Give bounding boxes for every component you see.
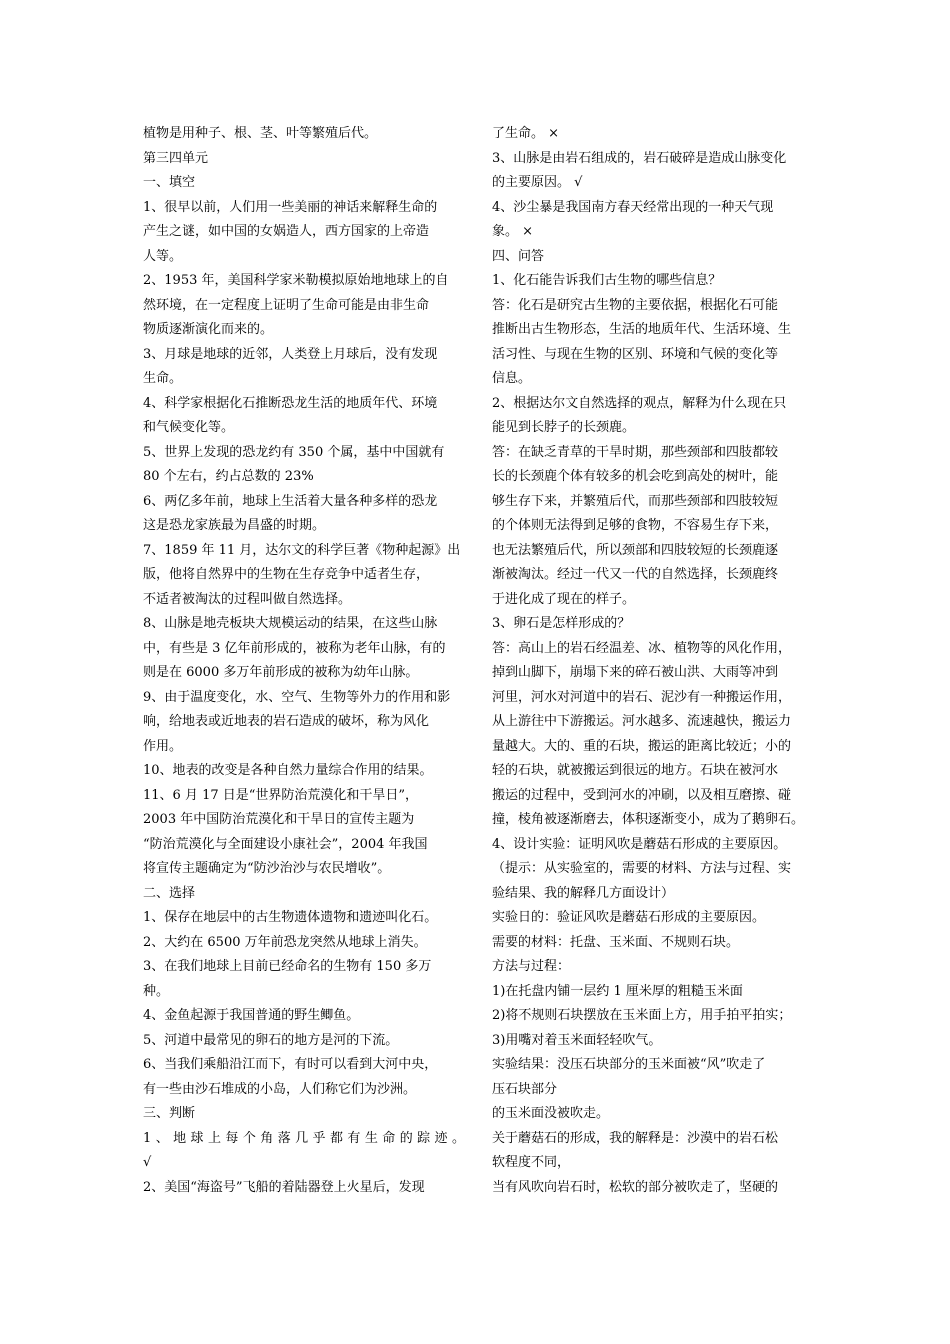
- left-text-column: [143, 122, 465, 1200]
- text-line: 中，有些是 3 亿年前形成的，被称为老年山脉，有的: [143, 640, 446, 656]
- text-line: 推断出古生物形态，生活的地质年代、生活环境、生: [492, 322, 792, 337]
- text-line: 3、在我们地球上目前已经命名的生物有 150 多万: [143, 959, 432, 974]
- text-line: 3、月球是地球的近邻，人类登上月球后，没有发现: [143, 346, 438, 362]
- text-line: 第三四单元: [143, 150, 209, 166]
- text-line: 物质逐渐演化而来的。: [143, 322, 274, 337]
- text-line: 的主要原因。 √: [492, 175, 583, 190]
- text-line: 1、很早以前，人们用一些美丽的神话来解释生命的: [143, 199, 438, 215]
- text-line: 生命。: [143, 371, 183, 386]
- text-line: 软程度不同，: [492, 1155, 571, 1170]
- text-line: 则是在 6000 多万年前形成的被称为幼年山脉。: [143, 665, 419, 680]
- text-line: （提示：从实验室的，需要的材料、方法与过程、实: [492, 861, 792, 876]
- text-line: 答：化石是研究古生物的主要依据，根据化石可能: [492, 297, 779, 313]
- text-line: 6、当我们乘船沿江而下，有时可以看到大河中央，: [143, 1057, 438, 1072]
- text-line: 够生存下来，并繁殖后代，而那些颈部和四肢较短: [492, 493, 779, 509]
- right-text-column: [492, 122, 814, 1200]
- text-line: 渐被淘汰。经过一代又一代的自然选择，长颈鹿终: [492, 567, 779, 582]
- text-line: 四、问答: [492, 248, 545, 264]
- text-line: 11、6 月 17 日是“世界防治荒漠化和干旱日”，: [143, 787, 419, 803]
- text-line: 实验结果：没压石块部分的玉米面被“风”吹走了: [492, 1057, 766, 1072]
- text-line: 需要的材料：托盘、玉米面、不规则石块。: [492, 934, 740, 950]
- text-line: 4、设计实验：证明风吹是蘑菇石形成的主要原因。: [492, 836, 787, 852]
- text-line: 当有风吹向岩石时，松软的部分被吹走了，坚硬的: [492, 1179, 779, 1195]
- text-line: 然环境，在一定程度上证明了生命可能是由非生命: [143, 297, 430, 313]
- text-line: 从上游往中下游搬运。河水越多、流速越快，搬运力: [492, 714, 792, 729]
- text-line: 和气候变化等。: [143, 420, 235, 435]
- text-line: 一、填空: [143, 175, 196, 190]
- text-line: 响，给地表或近地表的岩石造成的破坏，称为风化: [143, 714, 430, 729]
- text-line: 4、科学家根据化石推断恐龙生活的地质年代、环境: [143, 395, 438, 411]
- text-line: 作用。: [143, 738, 183, 754]
- text-line: 1)在托盘内铺一层约 1 厘米厚的粗糙玉米面: [492, 983, 743, 999]
- text-line: 将宣传主题确定为“防沙治沙与农民增收”。: [143, 861, 391, 876]
- text-line: 能见到长脖子的长颈鹿。: [492, 420, 636, 435]
- text-line: 种。: [143, 983, 170, 999]
- text-line: 10、地表的改变是各种自然力量综合作用的结果。: [143, 763, 433, 778]
- text-line: 7、1859 年 11 月，达尔文的科学巨著《物种起源》出: [143, 542, 461, 558]
- text-line: 掉到山脚下，崩塌下来的碎石被山洪、大雨等冲到: [492, 665, 779, 680]
- text-line: 2、根据达尔文自然选择的观点，解释为什么现在只: [492, 395, 787, 411]
- text-line: 搬运的过程中，受到河水的冲刷，以及相互磨擦、碰: [492, 787, 792, 803]
- text-line: 2、大约在 6500 万年前恐龙突然从地球上消失。: [143, 934, 427, 950]
- text-line: 80 个左右，约占总数的 23%: [143, 469, 314, 484]
- text-line: 验结果、我的解释几方面设计）: [492, 885, 675, 901]
- text-line: 河里，河水对河道中的岩石、泥沙有一种搬运作用，: [492, 689, 792, 705]
- text-line: 也无法繁殖后代，所以颈部和四肢较短的长颈鹿逐: [492, 542, 779, 558]
- text-line: 3、山脉是由岩石组成的，岩石破碎是造成山脉变化: [492, 150, 787, 166]
- text-line: 象。 ×: [492, 224, 534, 239]
- text-line: 有一些由沙石堆成的小岛，人们称它们为沙洲。: [143, 1081, 417, 1097]
- text-line: 的个体则无法得到足够的食物，不容易生存下来，: [492, 518, 779, 533]
- text-line: 量越大。大的、重的石块，搬运的距离比较近；小的: [492, 738, 792, 754]
- text-line: 5、河道中最常见的卵石的地方是河的下流。: [143, 1032, 399, 1048]
- text-line: 长的长颈鹿个体有较多的机会吃到高处的树叶，能: [492, 469, 779, 484]
- text-line: 人等。: [143, 248, 183, 264]
- text-line: 的玉米面没被吹走。: [492, 1106, 610, 1121]
- text-line: 信息。: [492, 371, 532, 386]
- text-line: 活习性、与现在生物的区别、环境和气候的变化等: [492, 346, 779, 362]
- text-line: 二、选择: [143, 885, 196, 901]
- text-line: 实验日的：验证风吹是蘑菇石形成的主要原因。: [492, 910, 766, 925]
- text-line: 植物是用种子、根、茎、叶等繁殖后代。: [143, 126, 378, 141]
- text-line: “防治荒漠化与全面建设小康社会”，2004 年我国: [143, 836, 428, 852]
- text-line: 了生命。 ×: [492, 126, 560, 141]
- text-line: 压石块部分: [492, 1081, 558, 1097]
- text-line: 这是恐龙家族最为昌盛的时期。: [143, 518, 326, 533]
- text-line: 1、保存在地层中的古生物遗体遗物和遗迹叫化石。: [143, 910, 438, 925]
- text-line: 关于蘑菇石的形成，我的解释是：沙漠中的岩石松: [492, 1130, 779, 1146]
- text-line: 于进化成了现在的样子。: [492, 591, 636, 607]
- text-line: 答：高山上的岩石经温差、冰、植物等的风化作用，: [492, 640, 792, 656]
- text-line: 2、1953 年，美国科学家米勒模拟原始地地球上的自: [143, 273, 449, 288]
- text-line: 产生之谜，如中国的女娲造人，西方国家的上帝造: [143, 224, 430, 239]
- text-line: 3)用嘴对着玉米面轻轻吹气。: [492, 1032, 662, 1048]
- text-line: 轻的石块，就被搬运到很远的地方。石块在被河水: [492, 763, 779, 778]
- text-line: 撞，棱角被逐渐磨去，体积逐渐变小，成为了鹅卵石。: [492, 812, 805, 827]
- text-line: 6、两亿多年前，地球上生活着大量各种多样的恐龙: [143, 493, 438, 509]
- text-line: 3、卵石是怎样形成的？: [492, 616, 631, 631]
- text-line: 答：在缺乏青草的干旱时期，那些颈部和四肢都较: [492, 444, 779, 460]
- text-line: 5、世界上发现的恐龙约有 350 个属，基中中国就有: [143, 444, 445, 460]
- text-line: 不适者被淘汰的过程叫做自然选择。: [143, 591, 352, 607]
- text-line: 三、判断: [143, 1106, 196, 1121]
- text-line: 1、化石能告诉我们古生物的哪些信息？: [492, 273, 722, 288]
- text-line: 1、地球上每个角落几乎都有生命的踪迹。: [143, 1130, 465, 1146]
- text-line: √: [143, 1155, 152, 1170]
- text-line: 8、山脉是地壳板块大规模运动的结果，在这些山脉: [143, 616, 438, 631]
- text-line: 2003 年中国防治荒漠化和干旱日的宣传主题为: [143, 812, 415, 827]
- text-line: 版，他将自然界中的生物在生存竞争中适者生存，: [143, 567, 430, 582]
- text-line: 4、沙尘暴是我国南方春天经常出现的一种天气现: [492, 199, 774, 215]
- text-line: 2)将不规则石块摆放在玉米面上方，用手拍平拍实；: [492, 1008, 792, 1023]
- text-line: 4、金鱼起源于我国普通的野生鲫鱼。: [143, 1008, 360, 1023]
- text-line: 2、美国“海盗号”飞船的着陆器登上火星后，发现: [143, 1179, 425, 1195]
- text-line: 方法与过程：: [492, 959, 571, 974]
- text-line: 9、由于温度变化，水、空气、生物等外力的作用和影: [143, 689, 451, 705]
